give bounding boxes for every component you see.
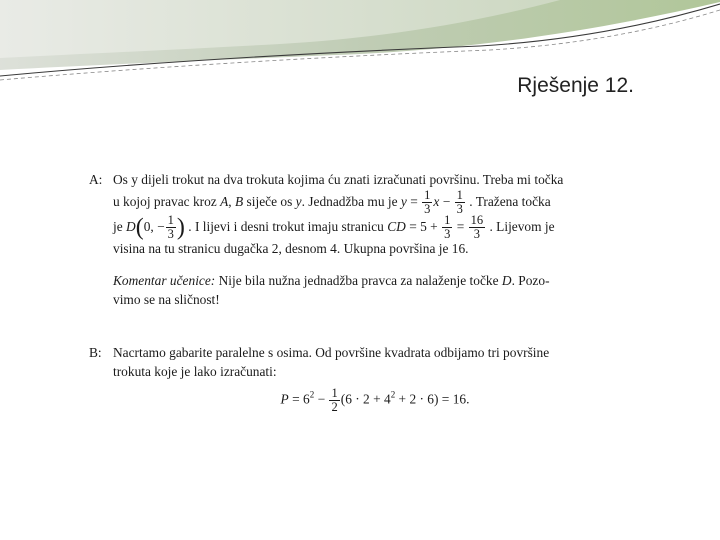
eq-y: y	[400, 194, 407, 209]
frac-den: 2	[331, 400, 338, 414]
var-y: y	[295, 194, 302, 209]
solution-a-line-3	[113, 213, 617, 242]
fraction-one-third	[422, 189, 432, 216]
solution-b-line-1: Nacrtamo gabarite paralelne s osima. Od površine kvadrata odbijamo tri površine	[113, 345, 550, 360]
exponent: 2	[390, 389, 396, 400]
text: . Jednadžba mu je	[301, 194, 398, 209]
text: je	[113, 219, 123, 234]
text: ,	[228, 194, 235, 209]
frac-num: 1	[424, 188, 431, 203]
text: . Tražena točka	[469, 194, 551, 209]
frac-num: 1	[444, 213, 451, 228]
fraction-one-third	[442, 214, 452, 241]
solution-b	[89, 343, 617, 414]
slide-title: Rješenje 12.	[517, 74, 634, 97]
area-formula	[113, 387, 617, 414]
eq-x: x	[433, 194, 440, 209]
solution-a-line-1: Os y dijeli trokut na dva trokuta kojima ću znati izračunati površinu. Treba mi točka	[113, 172, 564, 187]
text: . Lijevom je	[489, 219, 555, 234]
var-a: A	[220, 194, 229, 209]
solution-a-line-4: visina na tu stranicu dugačka 2, desnom 4. Ukupna površina je 16.	[113, 241, 469, 256]
eq-sign: =	[410, 194, 418, 209]
point-d: D	[501, 273, 512, 288]
frac-num: 16	[470, 213, 484, 228]
frac-den: 3	[456, 202, 463, 217]
point-coords: 0, −	[143, 219, 165, 234]
solution-content	[89, 170, 617, 414]
frac-num: 1	[167, 213, 174, 228]
comment-label: Komentar učenice:	[113, 273, 216, 288]
segment-cd: CD	[387, 219, 406, 234]
fraction-one-third	[166, 214, 176, 241]
cd-expression: = 5 +	[409, 219, 438, 234]
solution-a-label: A:	[89, 172, 103, 187]
fraction-one-half	[329, 387, 339, 414]
solution-b-label: B:	[89, 345, 102, 360]
student-comment	[89, 271, 617, 309]
frac-num: 1	[331, 386, 338, 400]
text: u kojoj pravac kroz	[113, 194, 217, 209]
minus-sign: −	[317, 391, 326, 407]
var-p: P	[280, 391, 289, 407]
exponent: 2	[309, 389, 315, 400]
solution-a	[89, 170, 617, 258]
frac-den: 3	[444, 227, 451, 242]
point-d: D	[126, 219, 136, 234]
fraction-one-third	[455, 189, 465, 216]
frac-den: 3	[424, 202, 431, 217]
text: . Pozo-	[511, 273, 550, 288]
text: Nije bila nužna jednadžba pravca za nalaženje točke	[218, 273, 499, 288]
solution-b-line-2: trokuta koje je lako izračunati:	[113, 364, 277, 379]
text: siječe os	[246, 194, 293, 209]
eq-sign: =	[456, 219, 465, 234]
frac-num: 1	[456, 188, 463, 203]
formula-part: = 6	[292, 391, 310, 407]
var-b: B	[235, 194, 244, 209]
paren-open: (	[135, 214, 144, 241]
solution-a-line-2	[113, 188, 617, 217]
formula-part: + 2 · 6) = 16.	[398, 391, 470, 407]
formula-part: (6 · 2 + 4	[340, 391, 391, 407]
frac-den: 3	[167, 227, 174, 242]
fraction-sixteen-thirds	[469, 214, 486, 241]
comment-line-1	[113, 271, 617, 290]
minus-sign: −	[442, 194, 451, 209]
text: . I lijevi i desni trokut imaju stranicu	[188, 219, 384, 234]
frac-den: 3	[473, 227, 480, 242]
paren-close: )	[176, 214, 185, 241]
comment-line-2: vimo se na sličnost!	[113, 292, 220, 307]
